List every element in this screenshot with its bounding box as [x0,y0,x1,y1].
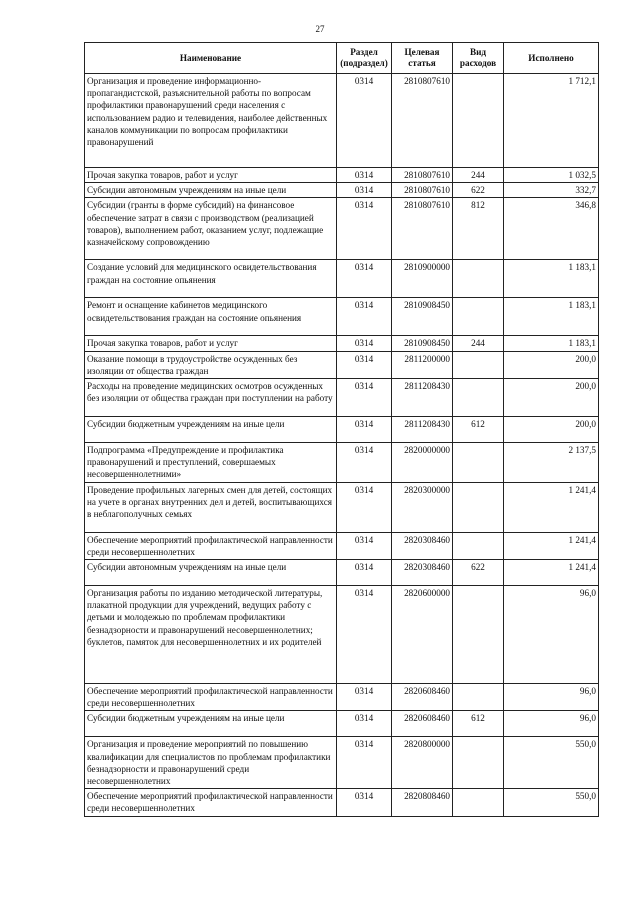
table-row [85,482,599,532]
cell-done: 1 183,1 [504,298,599,336]
cell-name: Субсидии автономным учреждениям на иные цели [85,560,337,586]
cell-target: 2820000000 [392,443,453,483]
cell-section: 0314 [337,336,392,351]
cell-name: Прочая закупка товаров, работ и услуг [85,336,337,351]
cell-name: Организация и проведение информационно-пропагандистской, разъяснительной работы по вопросам профилактики правонарушений среди населения с использованием радио и телевидения, наиболее действенных каналов коммуникации по вопросам профилактики правонарушений [85,74,337,168]
cell-done: 96,0 [504,684,599,711]
cell-section: 0314 [337,260,392,298]
table-row [85,417,599,443]
cell-done: 1 241,4 [504,560,599,586]
cell-done: 200,0 [504,351,599,378]
table-body [85,74,599,817]
cell-kind: 244 [453,336,504,351]
cell-section: 0314 [337,198,392,260]
cell-name: Создание условий для медицинского освидетельствования граждан на состояние опьянения [85,260,337,298]
cell-section: 0314 [337,560,392,586]
cell-section: 0314 [337,532,392,559]
cell-name: Обеспечение мероприятий профилактической направленности среди несовершеннолетних [85,532,337,559]
cell-name: Организация и проведение мероприятий по повышению квалификации для специалистов по проблемам профилактики безнадзорности и правонарушений среди несовершеннолетних [85,737,337,789]
table-row [85,298,599,336]
cell-target: 2820300000 [392,482,453,532]
cell-name: Субсидии (гранты в форме субсидий) на финансовое обеспечение затрат в связи с производством (реализацией товаров), выполнением работ, оказанием услуг, подлежащие казначейскому сопровождению [85,198,337,260]
cell-kind [453,260,504,298]
cell-target: 2820600000 [392,586,453,684]
cell-section: 0314 [337,74,392,168]
table-row [85,532,599,559]
table-row [85,560,599,586]
cell-section: 0314 [337,351,392,378]
cell-target: 2810807610 [392,168,453,183]
cell-target: 2820608460 [392,684,453,711]
cell-section: 0314 [337,168,392,183]
header-section: Раздел (подраздел) [337,43,392,74]
cell-done: 346,8 [504,198,599,260]
cell-done: 550,0 [504,789,599,816]
table-row [85,168,599,183]
cell-name: Субсидии автономным учреждениям на иные цели [85,183,337,198]
cell-kind: 812 [453,198,504,260]
cell-done: 96,0 [504,586,599,684]
cell-done: 96,0 [504,711,599,737]
cell-section: 0314 [337,737,392,789]
cell-kind [453,74,504,168]
cell-name: Ремонт и оснащение кабинетов медицинского освидетельствования граждан на состояние опьянения [85,298,337,336]
cell-target: 2810900000 [392,260,453,298]
cell-target: 2820308460 [392,560,453,586]
cell-done: 1 241,4 [504,532,599,559]
cell-done: 1 183,1 [504,260,599,298]
cell-name: Организация работы по изданию методической литературы, плакатной продукции для учреждений, ведущих работу с детьми и молодежью по проблемам профилактики безнадзорности и правонарушений несовершеннолетних; буклетов, памяток для несовершеннолетних и их родителей [85,586,337,684]
cell-section: 0314 [337,298,392,336]
cell-done: 200,0 [504,417,599,443]
cell-target: 2820308460 [392,532,453,559]
cell-done: 200,0 [504,379,599,417]
table-row [85,737,599,789]
cell-kind [453,737,504,789]
table-row [85,198,599,260]
cell-name: Подпрограмма «Предупреждение и профилактика правонарушений и преступлений, совершаемых несовершеннолетними» [85,443,337,483]
table-row [85,260,599,298]
cell-kind: 244 [453,168,504,183]
cell-target: 2810807610 [392,198,453,260]
cell-section: 0314 [337,711,392,737]
cell-kind [453,443,504,483]
cell-target: 2820608460 [392,711,453,737]
table-row [85,711,599,737]
table-row [85,586,599,684]
cell-section: 0314 [337,586,392,684]
table-row [85,336,599,351]
cell-done: 1 183,1 [504,336,599,351]
cell-name: Обеспечение мероприятий профилактической направленности среди несовершеннолетних [85,684,337,711]
header-kind: Вид расходов [453,43,504,74]
cell-target: 2811208430 [392,379,453,417]
cell-done: 1 032,5 [504,168,599,183]
expenditure-table [84,42,599,817]
cell-name: Субсидии бюджетным учреждениям на иные цели [85,417,337,443]
cell-target: 2810807610 [392,183,453,198]
cell-name: Обеспечение мероприятий профилактической направленности среди несовершеннолетних [85,789,337,816]
cell-done: 1 241,4 [504,482,599,532]
cell-kind: 612 [453,417,504,443]
header-target: Целевая статья [392,43,453,74]
cell-kind: 622 [453,560,504,586]
cell-name: Субсидии бюджетным учреждениям на иные цели [85,711,337,737]
cell-target: 2810807610 [392,74,453,168]
cell-section: 0314 [337,379,392,417]
cell-kind [453,379,504,417]
cell-done: 550,0 [504,737,599,789]
cell-kind [453,482,504,532]
page-number: 27 [315,24,325,34]
cell-kind [453,789,504,816]
cell-kind: 622 [453,183,504,198]
cell-kind [453,351,504,378]
cell-done: 1 712,1 [504,74,599,168]
header-done: Исполнено [504,43,599,74]
cell-kind: 612 [453,711,504,737]
cell-name: Прочая закупка товаров, работ и услуг [85,168,337,183]
cell-target: 2810908450 [392,298,453,336]
cell-target: 2820800000 [392,737,453,789]
table-row [85,379,599,417]
table-row [85,684,599,711]
cell-target: 2811208430 [392,417,453,443]
table-row [85,443,599,483]
cell-kind [453,532,504,559]
cell-section: 0314 [337,684,392,711]
table-row [85,183,599,198]
table-row [85,74,599,168]
cell-done: 2 137,5 [504,443,599,483]
table-row [85,351,599,378]
cell-kind [453,298,504,336]
cell-target: 2810908450 [392,336,453,351]
table-row [85,789,599,816]
cell-done: 332,7 [504,183,599,198]
cell-section: 0314 [337,443,392,483]
table-header-row [85,43,599,74]
cell-section: 0314 [337,183,392,198]
cell-kind [453,586,504,684]
header-name: Наименование [85,43,337,74]
cell-kind [453,684,504,711]
cell-section: 0314 [337,482,392,532]
cell-target: 2811200000 [392,351,453,378]
cell-name: Оказание помощи в трудоустройстве осужденных без изоляции от общества граждан [85,351,337,378]
cell-section: 0314 [337,789,392,816]
cell-name: Расходы на проведение медицинских осмотров осужденных без изоляции от общества граждан при поступлении на работу [85,379,337,417]
cell-section: 0314 [337,417,392,443]
cell-target: 2820808460 [392,789,453,816]
cell-name: Проведение профильных лагерных смен для детей, состоящих на учете в органах внутренних дел и детей, воспитывающихся в неблагополучных семьях [85,482,337,532]
